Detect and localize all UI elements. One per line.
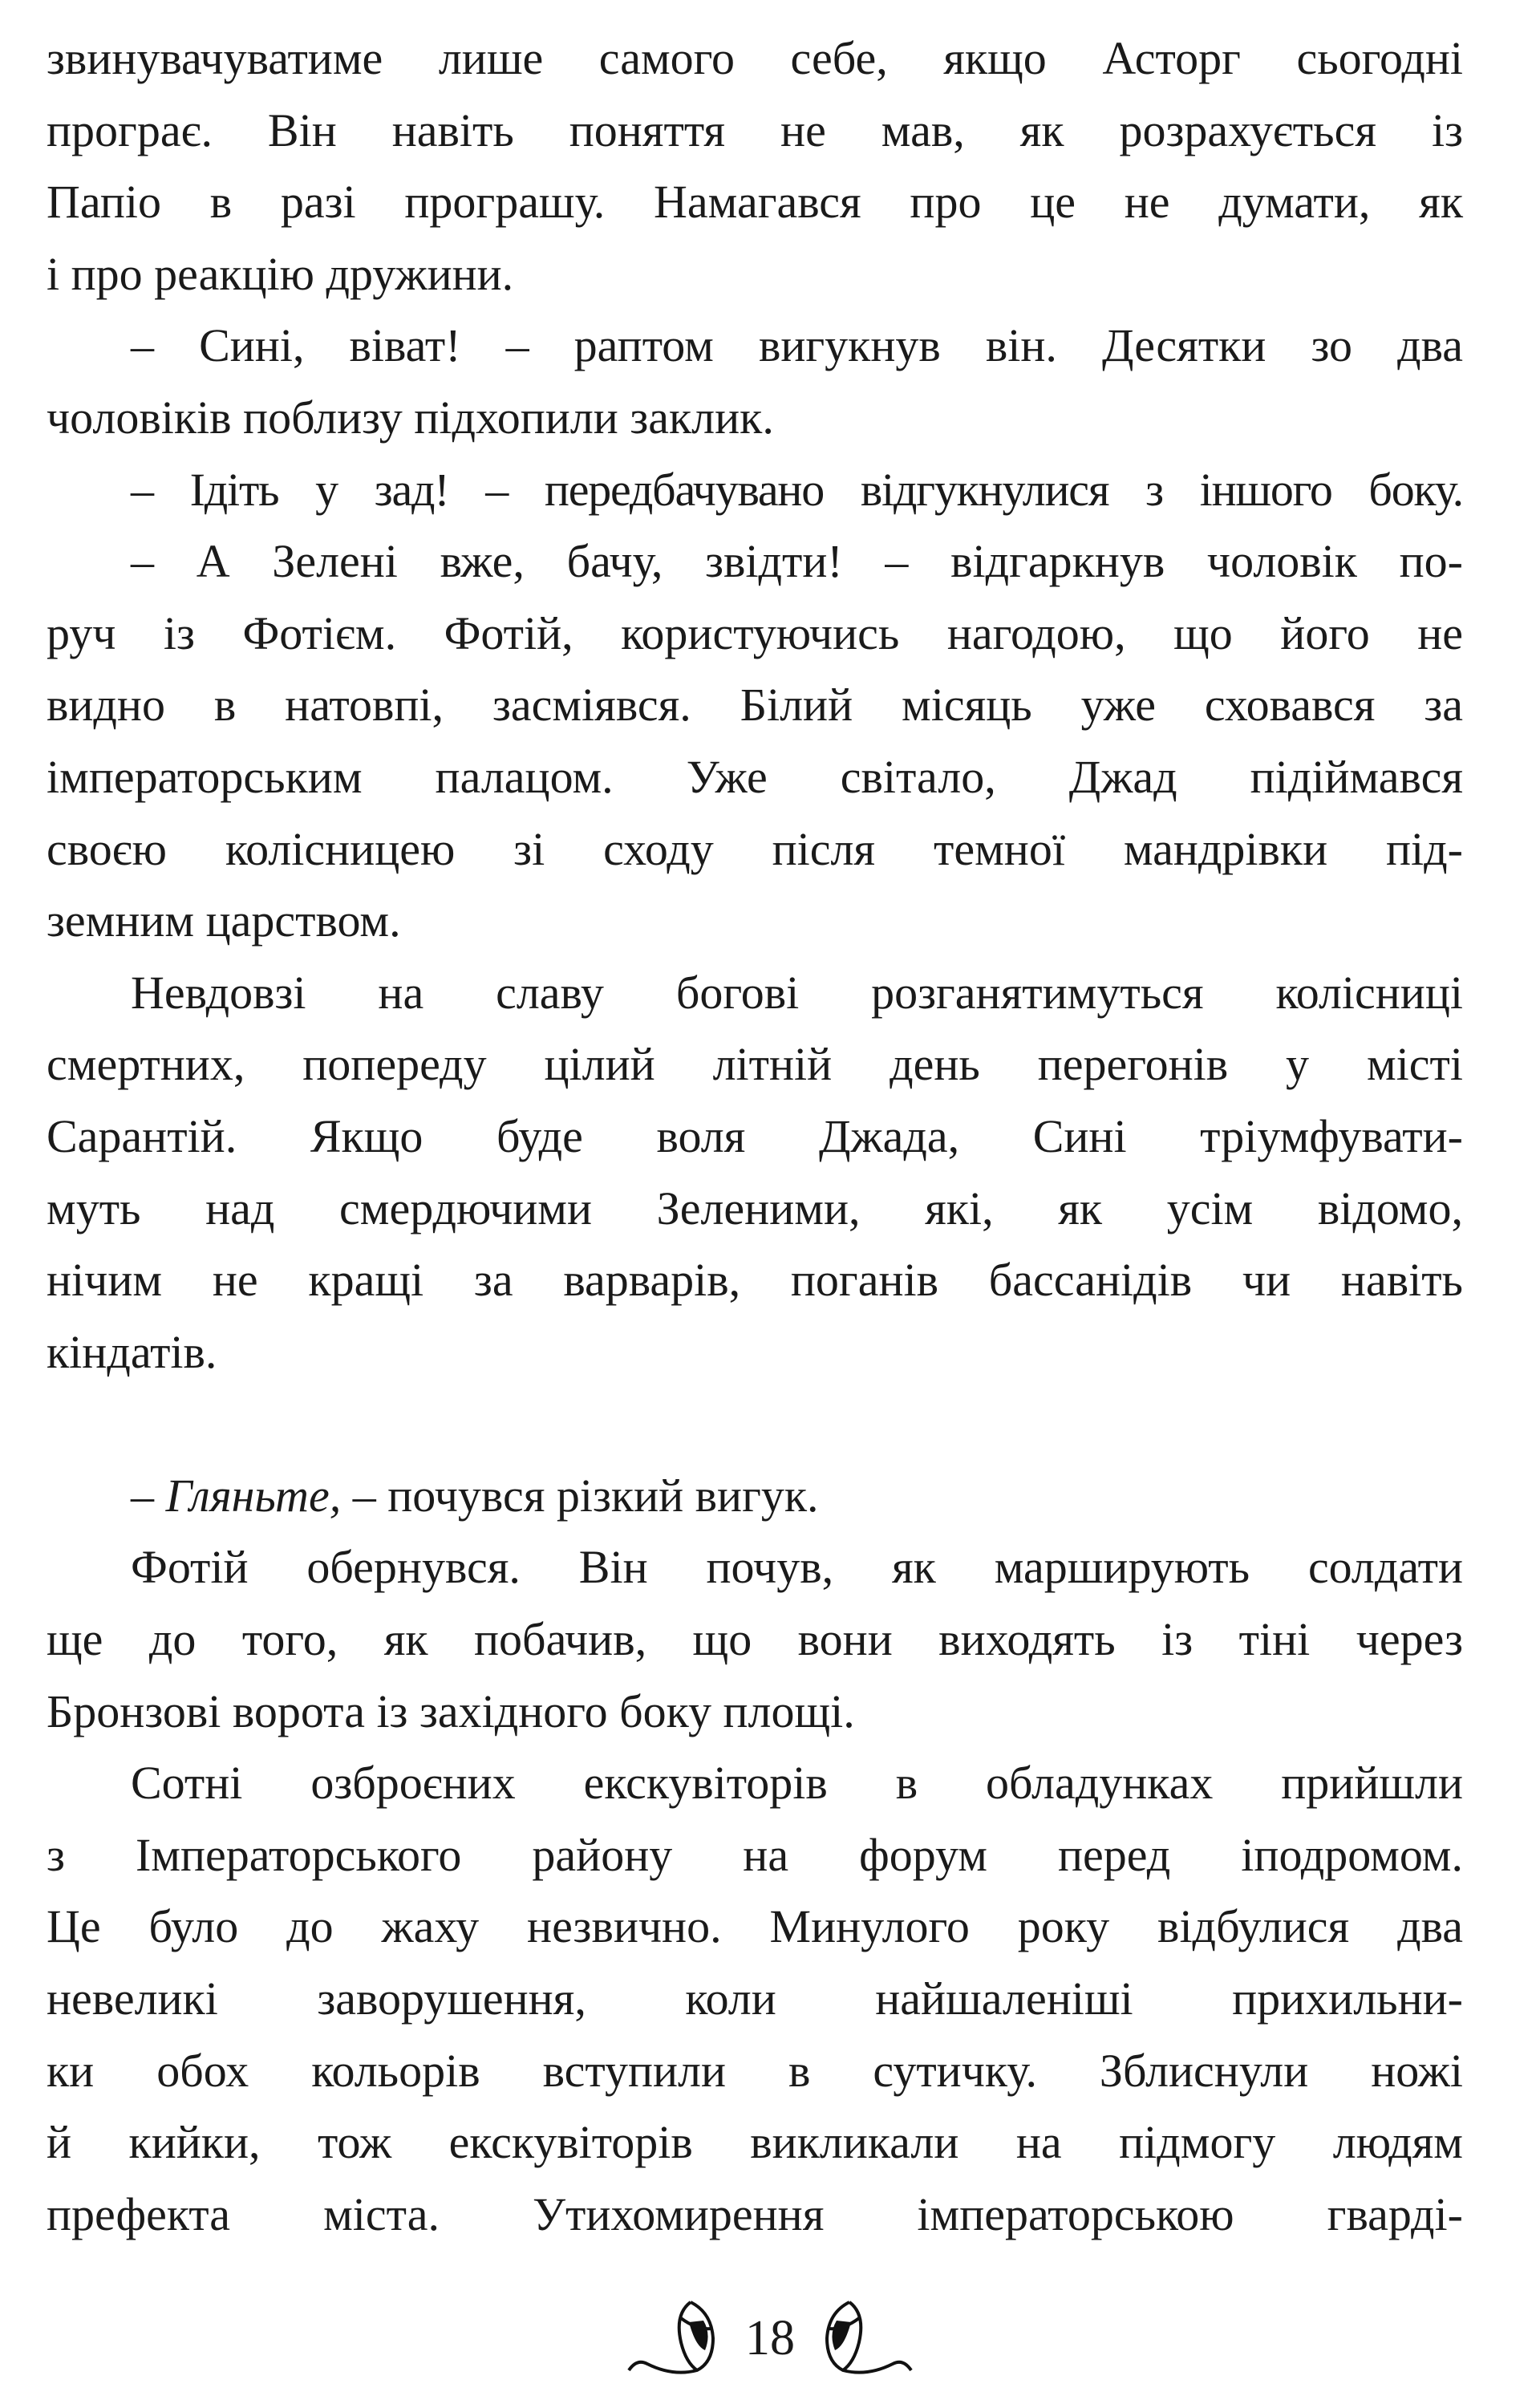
blank-line	[47, 1388, 1463, 1460]
text-line: невеликі заворушення, коли найшаленіші прихильни-	[47, 1972, 1463, 2025]
text-line: – А Зелені вже, бачу, звідти! – відгаркнув чоловік по-	[131, 535, 1463, 588]
italic-text: Гляньте,	[165, 1469, 342, 1522]
text-segment: – почувся різкий вигук.	[341, 1469, 819, 1522]
text-line: Фотій обернувся. Він почув, як марширують солдати	[131, 1541, 1463, 1594]
page-footer	[0, 2302, 1540, 2374]
text-line: Папіо в разі програшу. Намагався про це не думати, як	[47, 176, 1463, 229]
text-line: з Імператорського району на форум перед іподромом.	[47, 1828, 1463, 1881]
text-line: муть над смердючими Зеленими, які, як усім відомо,	[47, 1182, 1463, 1234]
text-line: своєю колісницею зі сходу після темної мандрівки під-	[47, 822, 1463, 875]
text-segment: –	[131, 1469, 166, 1522]
text-line: чоловіків поблизу підхопили заклик.	[47, 391, 774, 444]
text-line: Бронзові ворота із західного боку площі.	[47, 1684, 855, 1737]
text-line: і про реакцію дружини.	[47, 247, 514, 300]
text-line: й кийки, тож екскувіторів викликали на підмогу людям	[47, 2116, 1463, 2169]
text-line: ки обох кольорів вступили в сутичку. Зблиснули ножі	[47, 2044, 1463, 2097]
page-number: 18	[745, 2311, 795, 2365]
text-line: префекта міста. Утихомирення імператорською гварді-	[47, 2187, 1463, 2240]
text-line: – Сині, віват! – раптом вигукнув він. Десятки зо два	[131, 319, 1463, 372]
text-line: видно в натовпі, засміявся. Білий місяць уже сховався за	[47, 679, 1463, 732]
text-line: земним царством.	[47, 894, 401, 947]
text-line: імператорським палацом. Уже світало, Джад підіймався	[47, 750, 1463, 803]
text-line: Це було до жаху незвично. Минулого року відбулися два	[47, 1900, 1463, 1953]
text-line: кіндатів.	[47, 1325, 217, 1378]
text-line	[47, 1460, 1463, 1532]
text-line: смертних, попереду цілий літній день перегонів у місті	[47, 1038, 1463, 1091]
text-line: руч із Фотієм. Фотій, користуючись нагодою, що його не	[47, 606, 1463, 659]
text-line: програє. Він навіть поняття не мав, як розрахується із	[47, 103, 1463, 156]
ornament-right-icon	[819, 2298, 915, 2378]
text-line: Сотні озброєних екскувіторів в обладунках прийшли	[131, 1757, 1463, 1810]
text-line: – Ідіть у зад! – передбачувано відгукнулися з іншого боку.	[131, 463, 1463, 516]
body-text	[47, 22, 1463, 2250]
text-line: нічим не кращі за варварів, поганів бассанідів чи навіть	[47, 1254, 1463, 1307]
text-line: Сарантій. Якщо буде воля Джада, Сині тріумфувати-	[47, 1109, 1463, 1162]
text-line: звинувачуватиме лише самого себе, якщо Асторг сьогодні	[47, 32, 1463, 84]
text-line: Невдовзі на славу богові розганятимуться колісниці	[131, 966, 1463, 1019]
ornament-left-icon	[625, 2298, 721, 2378]
text-line: ще до того, як побачив, що вони виходять із тіні через	[47, 1613, 1463, 1666]
